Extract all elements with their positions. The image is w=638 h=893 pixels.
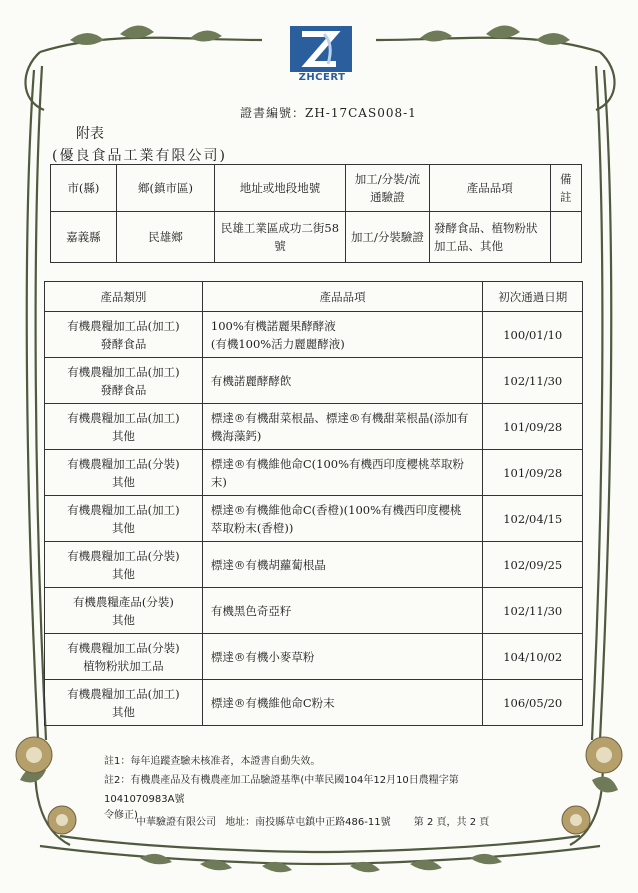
product-cell: 有機諾麗酵酵飲 bbox=[202, 358, 483, 404]
cell-verification: 加工/分裝驗證 bbox=[345, 212, 429, 263]
certificate-number: 證書編號：ZH-17CAS008-1 bbox=[240, 106, 417, 120]
page-number: 第 2 頁，共 2 頁 bbox=[413, 817, 490, 828]
site-table-row bbox=[51, 212, 582, 263]
date-cell: 101/09/28 bbox=[483, 450, 583, 496]
category-cell: 有機農糧加工品(分裝) 植物粉狀加工品 bbox=[45, 634, 203, 680]
date-cell: 100/01/10 bbox=[483, 312, 583, 358]
date-cell: 102/11/30 bbox=[483, 588, 583, 634]
table-row bbox=[45, 634, 583, 680]
col-header-product: 產品品項 bbox=[202, 282, 483, 312]
category-cell: 有機農糧加工品(加工) 其他 bbox=[45, 404, 203, 450]
date-cell: 102/09/25 bbox=[483, 542, 583, 588]
col-header-category: 產品類別 bbox=[45, 282, 203, 312]
logo-text: ZHCERT bbox=[298, 72, 346, 83]
product-cell: 100%有機諾麗果酵酵液 (有機100%活力麗麗酵液) bbox=[202, 312, 483, 358]
product-cell: 標達®有機甜菜根晶、標達®有機甜菜根晶(添加有 機海藻鈣) bbox=[202, 404, 483, 450]
appendix-title: 附表 bbox=[76, 126, 104, 142]
product-cell: 標達®有機維他命C(香橙)(100%有機西印度櫻桃 萃取粉末(香橙)) bbox=[202, 496, 483, 542]
product-cell: 標達®有機小麥草粉 bbox=[202, 634, 483, 680]
category-cell: 有機農糧加工品(加工) 其他 bbox=[45, 496, 203, 542]
date-cell: 102/11/30 bbox=[483, 358, 583, 404]
table-row bbox=[45, 542, 583, 588]
product-cell: 標達®有機維他命C粉末 bbox=[202, 680, 483, 726]
footer-org: 中華驗證有限公司 bbox=[136, 817, 216, 828]
table-row bbox=[45, 680, 583, 726]
note-2-continued: 令修正) bbox=[104, 810, 138, 821]
table-row bbox=[45, 496, 583, 542]
product-cell: 標達®有機胡蘿蔔根晶 bbox=[202, 542, 483, 588]
date-cell: 102/04/15 bbox=[483, 496, 583, 542]
site-table bbox=[50, 164, 582, 263]
table-row bbox=[45, 450, 583, 496]
product-cell: 標達®有機維他命C(100%有機西印度櫻桃萃取粉 末) bbox=[202, 450, 483, 496]
footer-address: 地址：南投縣草屯鎮中正路486-11號 bbox=[225, 817, 391, 828]
table-row bbox=[45, 588, 583, 634]
table-row bbox=[45, 358, 583, 404]
category-cell: 有機農糧產品(分裝) 其他 bbox=[45, 588, 203, 634]
date-cell: 104/10/02 bbox=[483, 634, 583, 680]
cell-township: 民雄鄉 bbox=[116, 212, 214, 263]
col-header-date: 初次通過日期 bbox=[483, 282, 583, 312]
col-header-county: 市(縣) bbox=[51, 165, 117, 212]
cell-remarks bbox=[550, 212, 581, 263]
category-cell: 有機農糧加工品(分裝) 其他 bbox=[45, 542, 203, 588]
table-row bbox=[45, 404, 583, 450]
date-cell: 101/09/28 bbox=[483, 404, 583, 450]
category-cell: 有機農糧加工品(加工) 發酵食品 bbox=[45, 312, 203, 358]
cell-county: 嘉義縣 bbox=[51, 212, 117, 263]
category-cell: 有機農糧加工品(加工) 其他 bbox=[45, 680, 203, 726]
category-cell: 有機農糧加工品(分裝) 其他 bbox=[45, 450, 203, 496]
site-table-header bbox=[51, 165, 582, 212]
category-cell: 有機農糧加工品(加工) 發酵食品 bbox=[45, 358, 203, 404]
cell-address: 民雄工業區成功二街58號 bbox=[215, 212, 346, 263]
product-cell: 有機黑色奇亞籽 bbox=[202, 588, 483, 634]
product-table-header bbox=[45, 282, 583, 312]
col-header-verification: 加工/分裝/流通驗證 bbox=[345, 165, 429, 212]
col-header-products: 產品品項 bbox=[429, 165, 550, 212]
company-name: (優良食品工業有限公司) bbox=[52, 148, 227, 164]
table-row bbox=[45, 312, 583, 358]
note-2: 註2：有機農產品及有機農產加工品驗證基準(中華民國104年12月10日農糧字第1041070983A號 bbox=[104, 775, 459, 805]
product-table bbox=[44, 281, 583, 726]
cell-products: 發酵食品、植物粉狀加工品、其他 bbox=[429, 212, 550, 263]
col-header-remarks: 備註 bbox=[550, 165, 581, 212]
col-header-address: 地址或地段地號 bbox=[215, 165, 346, 212]
col-header-township: 鄉(鎮市區) bbox=[116, 165, 214, 212]
date-cell: 106/05/20 bbox=[483, 680, 583, 726]
footer bbox=[136, 813, 495, 828]
note-1: 註1：每年追蹤查驗未核准者，本證書自動失效。 bbox=[104, 756, 321, 767]
